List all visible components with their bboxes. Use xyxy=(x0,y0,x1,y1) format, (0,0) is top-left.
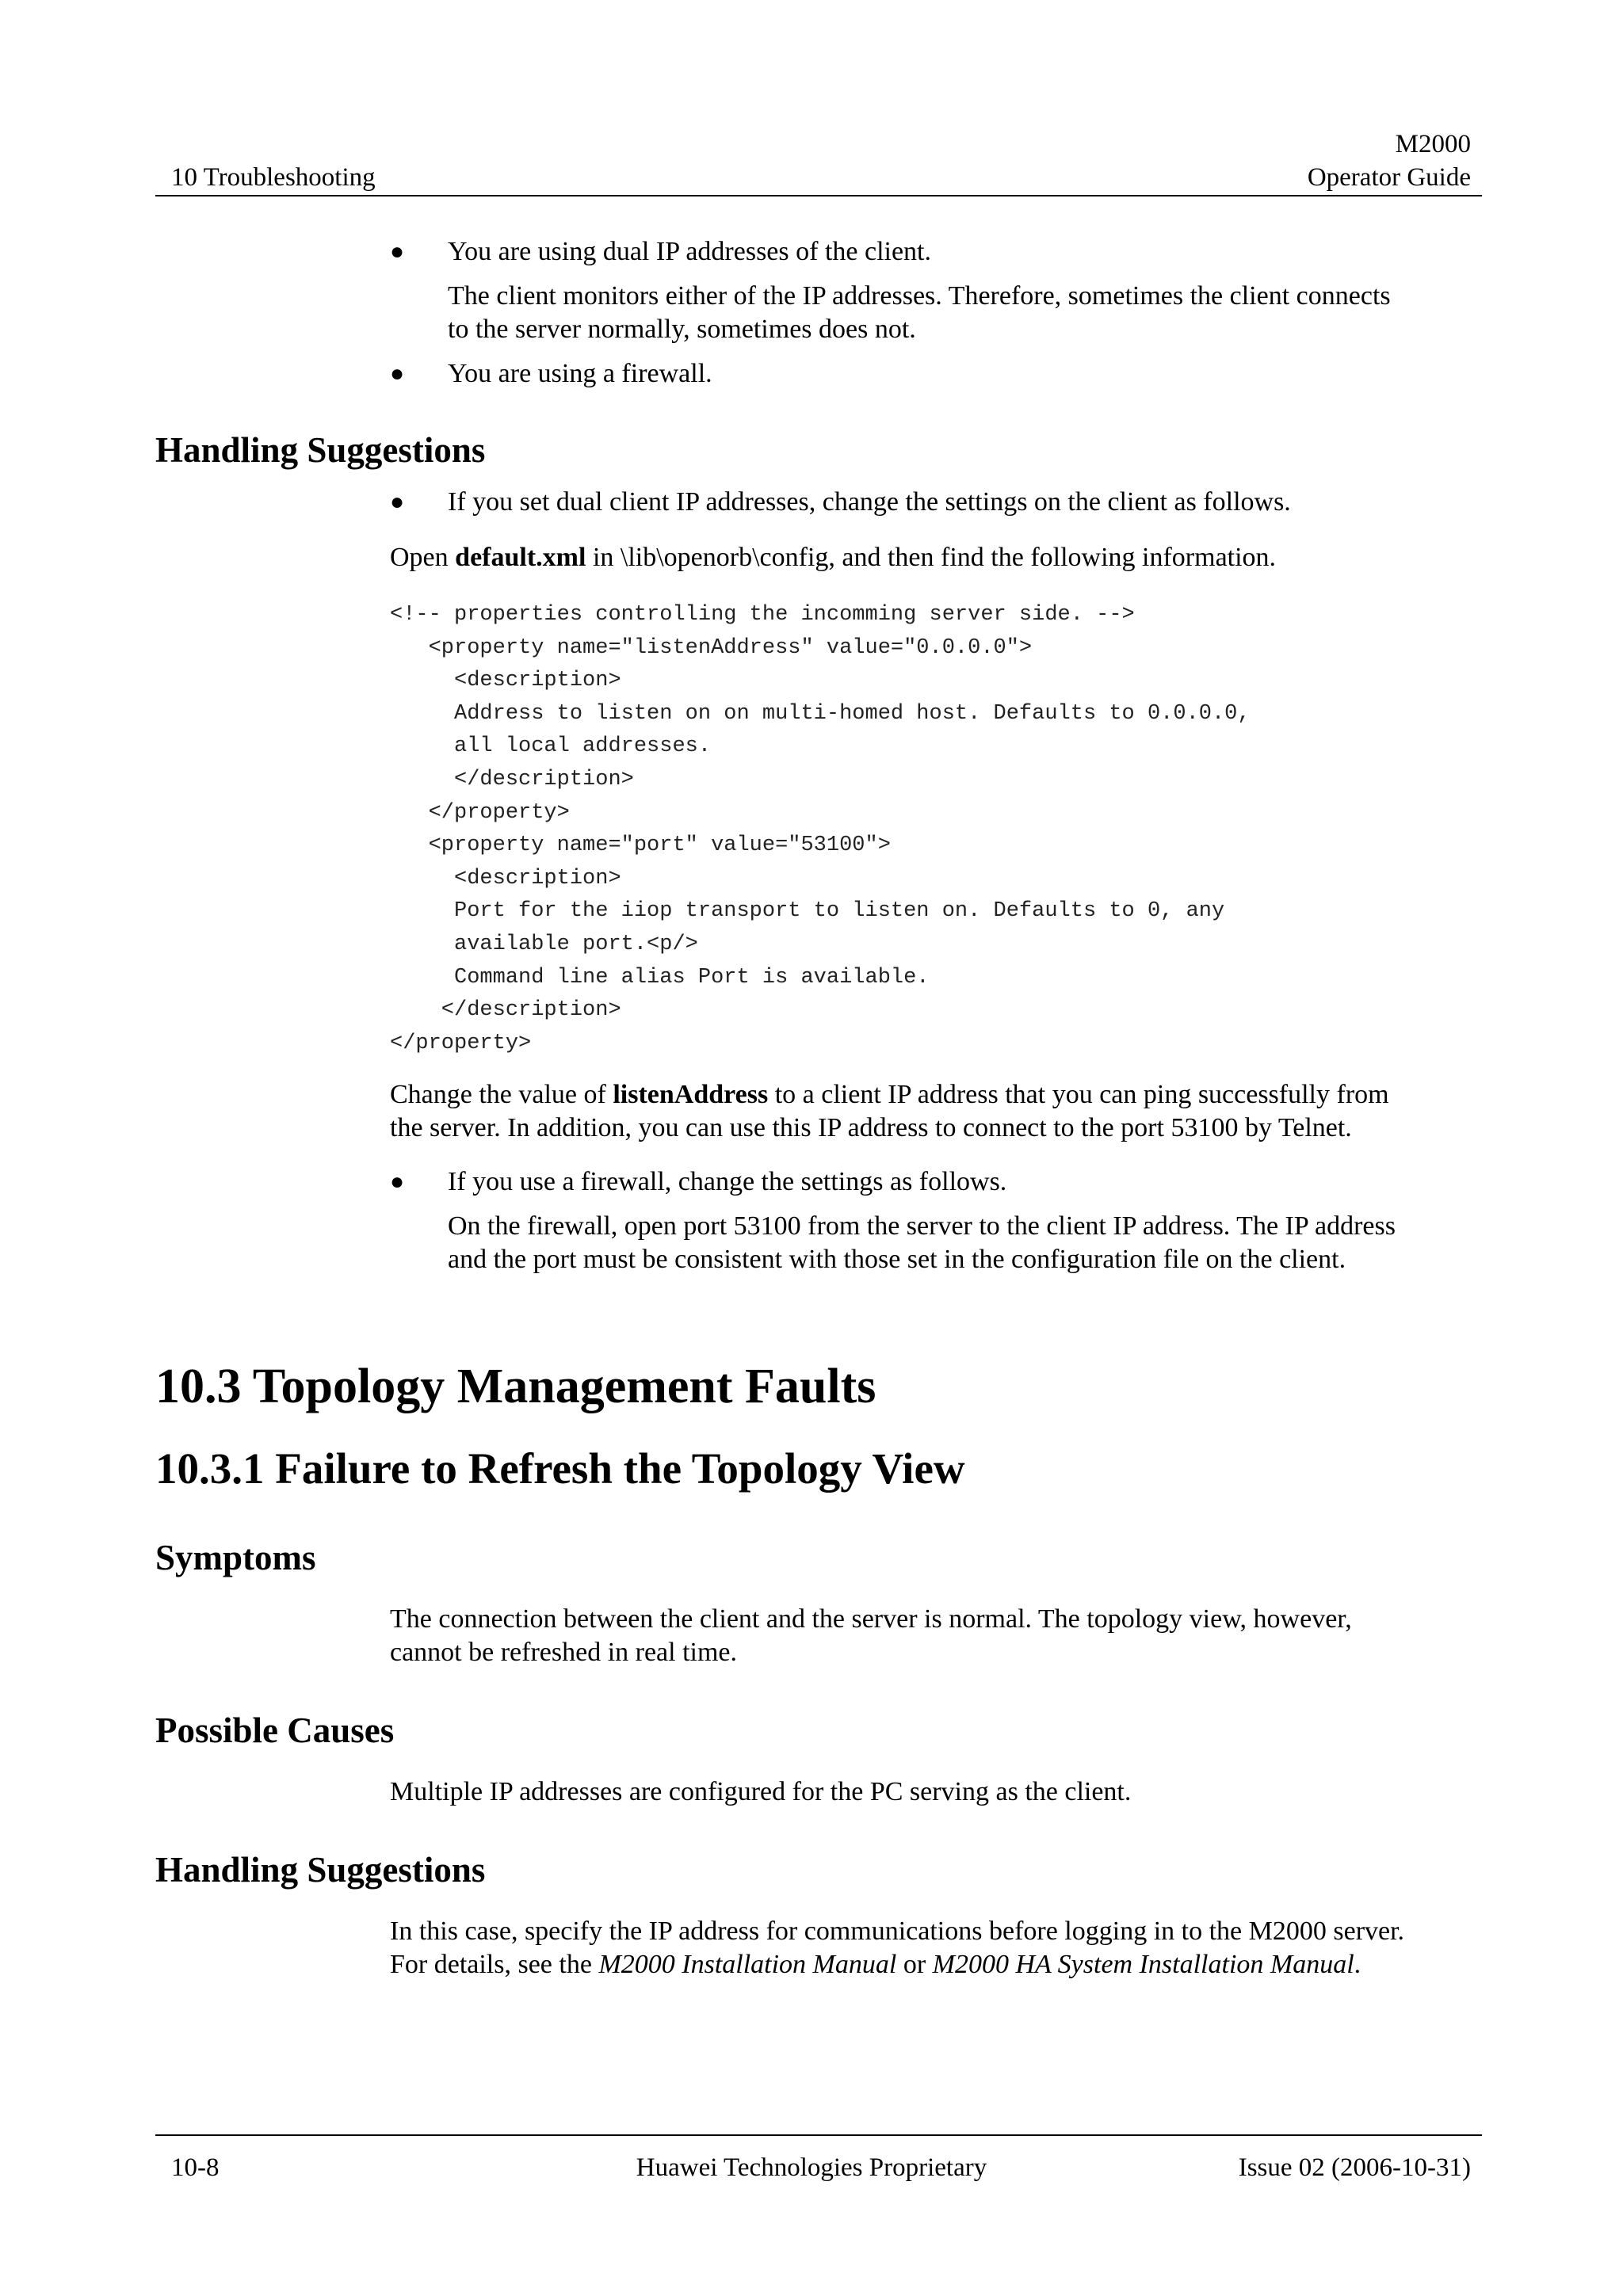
change-value-line2: the server. In addition, you can use this IP address to connect to the port 53100 by Telnet. xyxy=(390,1113,1352,1142)
bullet-icon: ● xyxy=(390,1169,405,1195)
header-product: M2000 xyxy=(1395,130,1471,158)
header-chapter: 10 Troubleshooting xyxy=(171,163,376,192)
open-file-paragraph xyxy=(390,540,1276,574)
subsection-title: 10.3.1 Failure to Refresh the Topology View xyxy=(155,1444,965,1493)
footer-issue: Issue 02 (2006-10-31) xyxy=(1238,2153,1471,2182)
manual-reference: M2000 HA System Installation Manual xyxy=(932,1950,1354,1979)
change-value-paragraph xyxy=(390,1077,1389,1112)
bullet-text: If you set dual client IP addresses, change the settings on the client as follows. xyxy=(448,487,1291,517)
firewall-detail: On the firewall, open port 53100 from the server to the client IP address. The IP address xyxy=(448,1211,1396,1241)
heading-handling-suggestions: Handling Suggestions xyxy=(155,1850,486,1890)
code-line: available port.<p/> xyxy=(390,932,698,956)
listen-address-term: listenAddress xyxy=(613,1080,769,1109)
manual-reference: M2000 Installation Manual xyxy=(598,1950,897,1979)
code-line: <property name="port" value="53100"> xyxy=(390,833,891,858)
change-prefix: Change the value of xyxy=(390,1080,613,1109)
section-title: 10.3 Topology Management Faults xyxy=(155,1360,876,1413)
footer-proprietary: Huawei Technologies Proprietary xyxy=(636,2153,987,2182)
code-line: Address to listen on on multi-homed host. Defaults to 0.0.0.0, xyxy=(390,701,1251,726)
handling-reference xyxy=(390,1947,1361,1981)
bullet-icon: ● xyxy=(390,238,405,265)
footer-page-number: 10-8 xyxy=(171,2153,220,2182)
bullet-text: You are using a firewall. xyxy=(448,359,712,388)
bullet-text: You are using dual IP addresses of the client. xyxy=(448,237,932,266)
handling-text: In this case, specify the IP address for communications before logging in to the M2000 server. xyxy=(390,1917,1405,1946)
open-suffix: in \lib\openorb\config, and then find the following information. xyxy=(586,543,1277,572)
code-line: all local addresses. xyxy=(390,734,712,759)
change-suffix: to a client IP address that you can ping successfully from xyxy=(768,1080,1389,1109)
code-line: <property name="listenAddress" value="0.0.0.0"> xyxy=(390,635,1033,660)
open-prefix: Open xyxy=(390,543,456,572)
reference-end: . xyxy=(1354,1950,1361,1979)
symptoms-text: The connection between the client and the server is normal. The topology view, however, xyxy=(390,1604,1352,1634)
config-filename: default.xml xyxy=(455,543,586,572)
code-line: </description> xyxy=(390,998,621,1023)
heading-handling-suggestions: Handling Suggestions xyxy=(155,430,486,470)
heading-possible-causes: Possible Causes xyxy=(155,1711,395,1750)
code-line: Command line alias Port is available. xyxy=(390,965,930,990)
symptoms-text: cannot be refreshed in real time. xyxy=(390,1638,738,1667)
header-rule xyxy=(155,195,1482,196)
code-line: </description> xyxy=(390,767,634,791)
code-block xyxy=(390,599,1251,1060)
code-line: </property> xyxy=(390,800,570,825)
header-doc-title: Operator Guide xyxy=(1307,163,1471,192)
heading-symptoms: Symptoms xyxy=(155,1538,316,1577)
code-line: Port for the iiop transport to listen on. Defaults to 0, any xyxy=(390,899,1225,924)
code-line: </property> xyxy=(390,1031,532,1055)
bullet-icon: ● xyxy=(390,360,405,387)
firewall-detail: and the port must be consistent with those set in the configuration file on the client. xyxy=(448,1245,1346,1274)
bullet-detail: to the server normally, sometimes does not. xyxy=(448,315,916,344)
reference-or: or xyxy=(896,1950,933,1979)
code-line: <description> xyxy=(390,866,621,891)
bullet-detail: The client monitors either of the IP addresses. Therefore, sometimes the client connects xyxy=(448,281,1391,311)
code-line: <description> xyxy=(390,669,621,693)
footer-rule xyxy=(155,2134,1482,2136)
bullet-text: If you use a firewall, change the settings as follows. xyxy=(448,1167,1007,1196)
code-line: <!-- properties controlling the incomming server side. --> xyxy=(390,603,1135,627)
bullet-icon: ● xyxy=(390,489,405,515)
reference-prefix: For details, see the xyxy=(390,1950,599,1979)
possible-causes-text: Multiple IP addresses are configured for the PC serving as the client. xyxy=(390,1777,1132,1806)
